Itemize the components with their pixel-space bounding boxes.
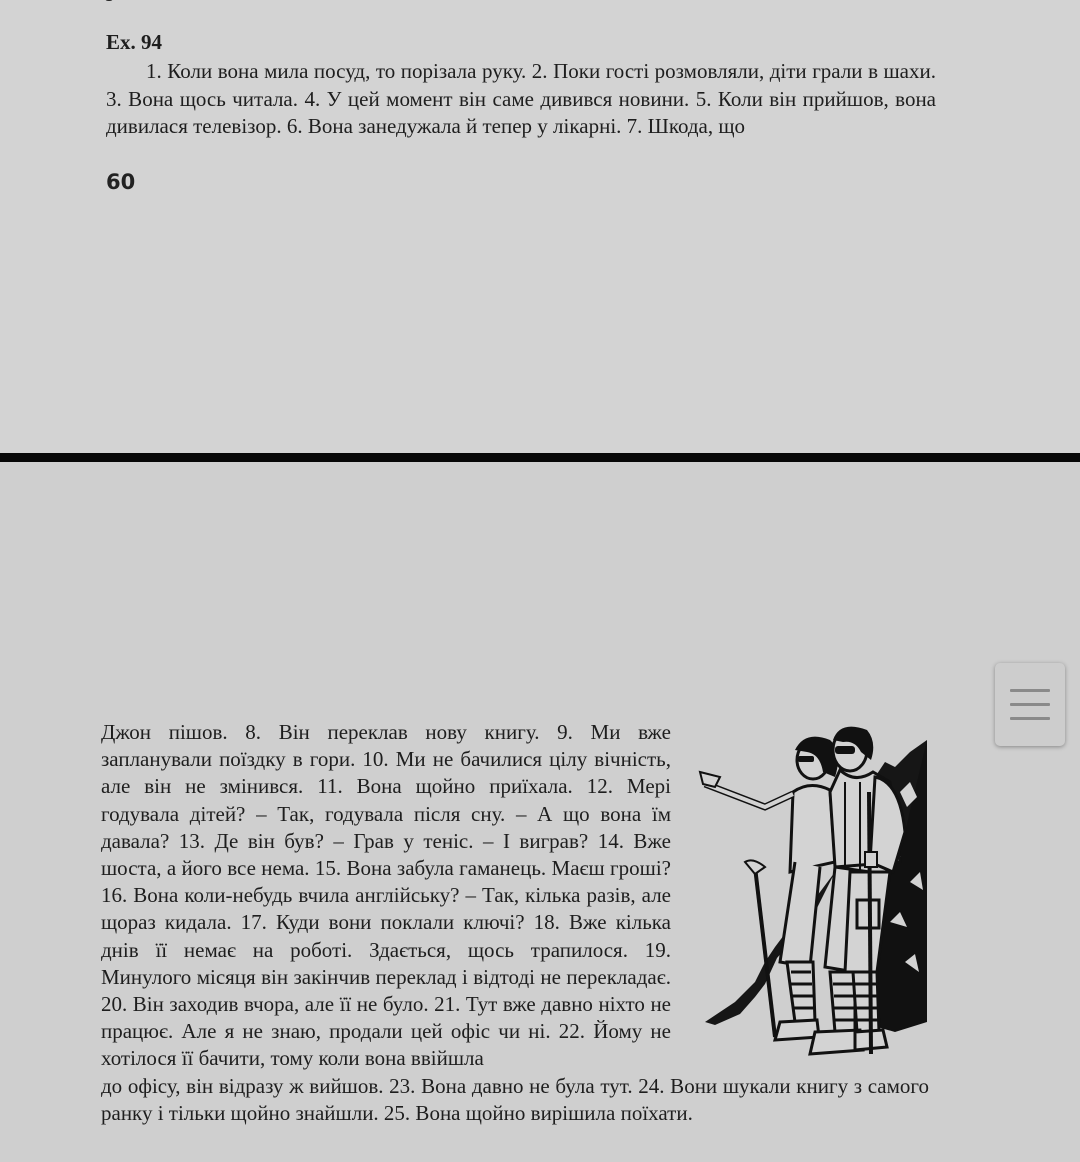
page-top [0, 0, 1080, 453]
cut-off-footer-line [101, 1156, 161, 1162]
exercise-text: 1. Коли вона мила посуд, то порізала руку. 2. Поки гості розмовляли, діти грали в шахи. 3. Вона щось читала. 4. У цей момент він саме дивився новини. 5. Коли він прийшов, вона дивилася телевізор. 6. Вона занедужала й тепер у лікарні. 7. Шкода, що [106, 59, 936, 138]
page-number: 60 [106, 170, 136, 194]
hikers-illustration [695, 722, 935, 1062]
continuation-text-full-width: до офісу, він відразу ж вийшов. 23. Вона давно не була тут. 24. Вони шукали книгу з самого ранку і тільки щойно знайшли. 25. Вона щойно вирішила поїхати. [101, 1074, 929, 1126]
continuation-text-wrapped: Джон пішов. 8. Він переклав нову книгу. 9. Ми вже запланували поїздку в гори. 10. Ми не бачилися цілу вічність, але він не змінився. 11. Вона щойно приїхала. 12. Мері годувала дітей? – Так, годувала після сну. – А що вона їм давала? 13. Де він був? – Грав у теніс. – І виграв? 14. Вже шоста, а його все нема. 15. Вона забула гаманець. Маєш гроші? 16. Вона коли-небудь вчила англійську? – Так, кілька разів, але щораз кидала. 17. Куди вони поклали ключі? 18. Вже кілька днів її немає на роботі. Здається, щось трапилося. 19. Минулого місяця він закінчив переклад і відтоді не перекладає. 20. Він заходив вчора, але її не було. 21. Тут вже давно ніхто не працює. Але я не знаю, продали цей офіс чи ні. 22. Йому не хотілося її бачити, тому коли вона ввійшла [101, 720, 671, 1071]
cut-off-header-line [105, 0, 405, 4]
exercise-title: Ex. 94 [106, 30, 163, 54]
page-divider [0, 453, 1080, 462]
menu-button[interactable] [995, 663, 1065, 746]
